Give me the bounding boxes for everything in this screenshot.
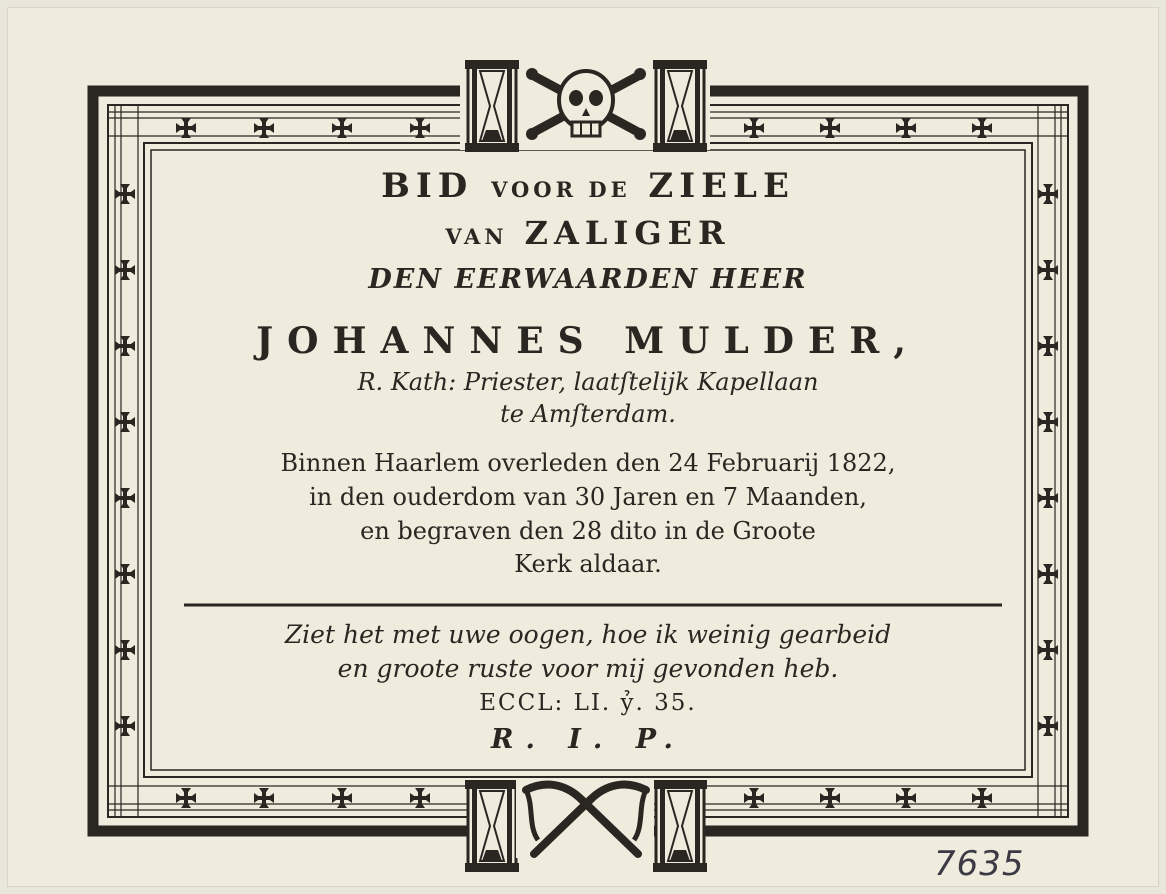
heading-line-1: BID VOOR DE ZIELE: [381, 166, 795, 206]
office-line: R. Kath: Priester, laatſtelijk Kapellaan: [357, 368, 819, 396]
memorial-card: [8, 8, 1158, 886]
death-line: Binnen Haarlem overleden den 24 Februarij 1822,: [280, 449, 896, 477]
citation: ECCL: LI. ỷ. 35.: [479, 690, 697, 716]
rip-line: R. I. P.: [491, 724, 685, 755]
age-line: in den ouderdom van 30 Jaren en 7 Maanden,: [309, 483, 867, 511]
quote-line-1: Ziet het met uwe oogen, hoe ik weinig gearbeid: [284, 620, 892, 649]
deceased-name: JOHANNES MULDER,: [256, 320, 920, 362]
title-line: DEN EERWAARDEN HEER: [368, 264, 808, 295]
place-line: te Amſterdam.: [500, 400, 676, 428]
inventory-number: 7635: [934, 844, 1025, 884]
burial-line: en begraven den 28 dito in de Groote: [360, 517, 816, 545]
heading-line-2: VAN ZALIGER: [445, 214, 731, 252]
burial-place-line: Kerk aldaar.: [514, 550, 662, 578]
quote-line-2: en groote ruste voor mij gevonden heb.: [337, 654, 839, 683]
